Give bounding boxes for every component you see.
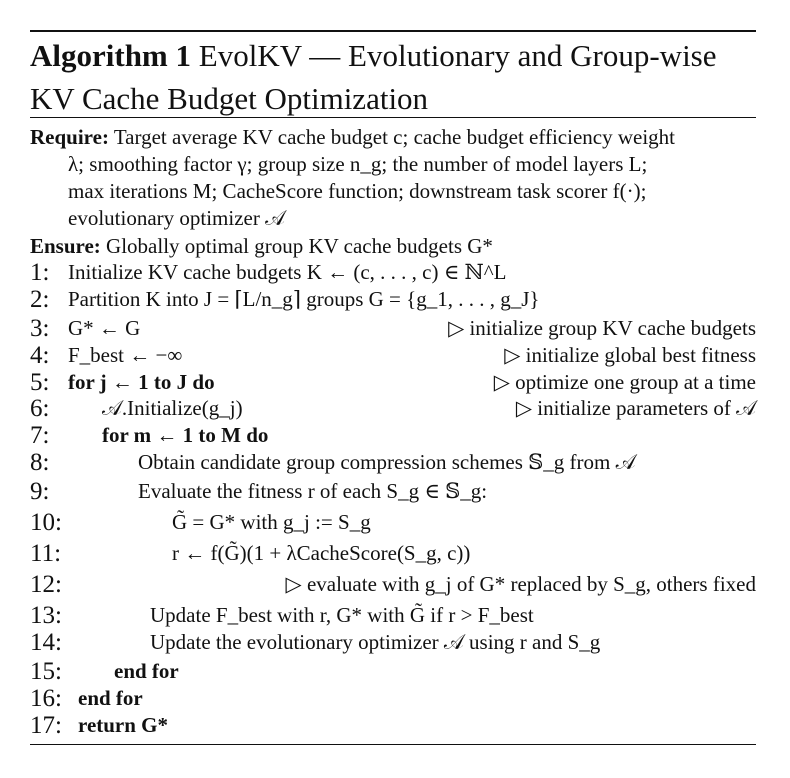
step-1	[30, 259, 760, 286]
step-16	[30, 685, 760, 712]
step-number: 12:	[30, 571, 62, 598]
step-17	[30, 712, 760, 739]
step-code: Evaluate the fitness r of each S_g ∈ 𝕊_g:	[138, 479, 488, 503]
step-number: 9:	[30, 478, 50, 505]
step-10	[30, 509, 760, 536]
step-11	[30, 540, 760, 567]
require-line-1	[30, 124, 760, 151]
step-code: Partition K into J = ⌈L/n_g⌉ groups G = {g_1, . . . , g_J}	[68, 287, 540, 311]
step-14	[30, 629, 760, 656]
title-rule	[30, 117, 756, 118]
step-number: 14:	[30, 629, 62, 656]
step-15	[30, 658, 760, 685]
step-number: 17:	[30, 712, 62, 739]
step-number: 13:	[30, 602, 62, 629]
step-number: 11:	[30, 540, 62, 567]
require-block	[30, 124, 760, 232]
step-number: 8:	[30, 449, 50, 476]
step-13	[30, 602, 760, 629]
step-3	[30, 315, 760, 342]
top-rule	[30, 30, 756, 32]
step-number: 4:	[30, 342, 50, 369]
step-number: 1:	[30, 259, 50, 286]
ensure-line	[30, 233, 493, 260]
require-text-1: Target average KV cache budget c; cache budget efficiency weight	[113, 125, 675, 149]
step-number: 3:	[30, 315, 50, 342]
step-number: 16:	[30, 685, 62, 712]
step-code: Obtain candidate group compression schemes 𝕊_g from 𝒜	[138, 450, 636, 474]
step-code: Update F_best with r, G* with G̃ if r > F_best	[150, 603, 534, 627]
algorithm-label: Algorithm 1	[30, 38, 192, 73]
ensure-keyword: Ensure:	[30, 234, 101, 258]
step-code: Update the evolutionary optimizer 𝒜 using r and S_g	[150, 630, 601, 654]
step-code: end for	[78, 686, 143, 710]
step-code: r ← f(G̃)(1 + λCacheScore(S_g, c))	[172, 541, 471, 565]
ensure-text: Globally optimal group KV cache budgets G*	[106, 234, 493, 258]
step-code: for j ← 1 to J do	[68, 370, 215, 394]
step-number: 10:	[30, 509, 62, 536]
step-comment: ▷ optimize one group at a time	[493, 370, 756, 394]
require-keyword: Require:	[30, 125, 109, 149]
step-code: return G*	[78, 713, 169, 737]
step-code: for m ← 1 to M do	[102, 423, 269, 447]
step-9	[30, 478, 760, 505]
step-code: end for	[114, 659, 179, 683]
require-line-2: λ; smoothing factor γ; group size n_g; the number of model layers L;	[68, 152, 648, 176]
step-number: 6:	[30, 395, 50, 422]
step-code: Initialize KV cache budgets K ← (c, . . . , c) ∈ ℕ^L	[68, 260, 507, 284]
step-comment: ▷ initialize global best fitness	[504, 343, 756, 367]
step-2	[30, 286, 760, 313]
step-comment: ▷ initialize parameters of 𝒜	[515, 396, 756, 420]
step-comment: ▷ initialize group KV cache budgets	[448, 316, 756, 340]
step-4	[30, 342, 760, 369]
step-7	[30, 422, 760, 449]
step-number: 2:	[30, 286, 50, 313]
step-code: F_best ← −∞	[68, 343, 183, 367]
step-8	[30, 449, 760, 476]
step-number: 5:	[30, 369, 50, 396]
require-line-3: max iterations M; CacheScore function; downstream task scorer f(·);	[68, 179, 647, 203]
step-code: G̃ = G* with g_j := S_g	[172, 510, 371, 534]
step-5	[30, 369, 760, 396]
step-number: 15:	[30, 658, 62, 685]
step-code: G* ← G	[68, 316, 141, 340]
bottom-rule	[30, 744, 756, 745]
step-12	[30, 571, 760, 598]
algorithm-name: EvolKV — Evolutionary and Group-wise KV Cache Budget Optimization	[30, 38, 717, 116]
algorithm-title	[30, 34, 760, 120]
step-6	[30, 395, 760, 422]
require-line-4: evolutionary optimizer 𝒜	[68, 206, 285, 230]
step-number: 7:	[30, 422, 50, 449]
step-comment: ▷ evaluate with g_j of G* replaced by S_g, others fixed	[285, 572, 756, 596]
step-code: 𝒜.Initialize(g_j)	[102, 396, 243, 420]
